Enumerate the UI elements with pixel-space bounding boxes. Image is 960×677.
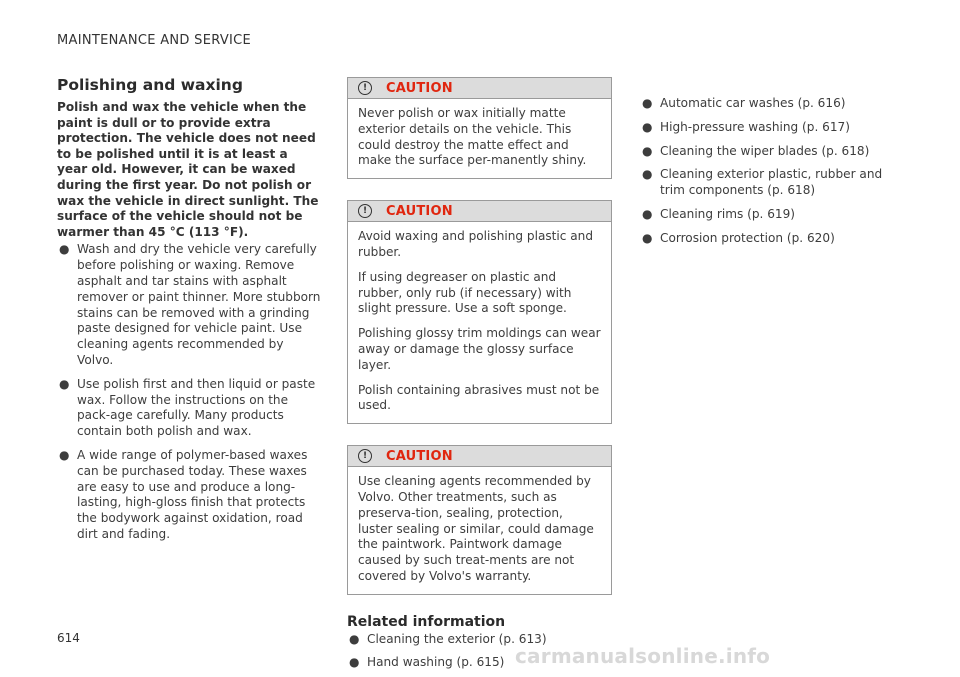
- related-link[interactable]: ● Cleaning exterior plastic, rubber and trim components (p. 618): [642, 167, 883, 198]
- page-header: MAINTENANCE AND SERVICE: [57, 33, 252, 48]
- caution-header: [348, 446, 611, 467]
- intro-paragraph: Polish and wax the vehicle when the paint is dull or to provide extra protection. The vehicle does not need to be polished until it is at least a year old. However, it can be waxed during the first year. Do not polish or wax the vehicle in direct sunlight. The surface of the vehicle should not be warmer than 45 °C (113 °F).: [57, 100, 319, 239]
- bullet-icon: ●: [642, 230, 653, 245]
- exclamation-icon: !: [358, 449, 372, 463]
- caution-text: Polish containing abrasives must not be used.: [358, 382, 600, 413]
- page-number: 614: [57, 631, 80, 645]
- caution-box: [347, 77, 612, 179]
- section-title: Polishing and waxing: [57, 76, 243, 94]
- caution-text: Use cleaning agents recommended by Volvo. Other treatments, such as preserva-tion, sealing, protection, luster sealing or similar, could damage the paintwork. Paintwork damage caused by such treat-ments are not covered by Volvo's warranty.: [358, 474, 594, 583]
- caution-body: [348, 222, 611, 423]
- watermark: carmanualsonline.info: [515, 644, 771, 668]
- related-link[interactable]: ● Cleaning rims (p. 619): [642, 206, 796, 221]
- related-link[interactable]: ● Cleaning the exterior (p. 613): [349, 631, 547, 646]
- bullet-icon: ●: [642, 167, 653, 182]
- related-title: Related information: [347, 613, 506, 630]
- caution-box: [347, 200, 612, 424]
- caution-title: CAUTION: [386, 448, 453, 464]
- related-link[interactable]: ● Cleaning the wiper blades (p. 618): [642, 143, 870, 158]
- bullet-icon: ●: [642, 143, 653, 158]
- caution-header: [348, 78, 611, 99]
- bullet-icon: ●: [349, 654, 360, 669]
- bullet-icon: ●: [642, 206, 653, 221]
- caution-text: Polishing glossy trim moldings can wear away or damage the glossy surface layer.: [358, 326, 601, 372]
- list-item: ● Wash and dry the vehicle very carefully before polishing or waxing. Remove asphalt and tar stains with asphalt remover or paint thinner. More stubborn stains can be removed with a grinding paste designed for vehicle paint. Use cleaning agents recommended by Volvo.: [59, 242, 321, 367]
- bullet-icon: ●: [59, 376, 70, 391]
- polishing-steps: [57, 242, 322, 542]
- related-links-column: [640, 96, 905, 255]
- exclamation-icon: !: [358, 81, 372, 95]
- caution-header: [348, 201, 611, 222]
- bullet-icon: ●: [642, 119, 653, 134]
- exclamation-icon: !: [358, 204, 372, 218]
- caution-text: Avoid waxing and polishing plastic and rubber.: [358, 229, 594, 259]
- bullet-icon: ●: [59, 242, 70, 257]
- caution-body: [348, 467, 611, 594]
- list-item: ● Use polish first and then liquid or paste wax. Follow the instructions on the pack-age carefully. Many products contain both polish and wax.: [59, 376, 316, 439]
- related-link[interactable]: ● Automatic car washes (p. 616): [642, 96, 846, 110]
- related-link[interactable]: ● High-pressure washing (p. 617): [642, 119, 850, 134]
- related-link[interactable]: ● Corrosion protection (p. 620): [642, 230, 835, 245]
- bullet-icon: ●: [642, 96, 653, 110]
- caution-text: Never polish or wax initially matte exterior details on the vehicle. This could destroy the matte effect and make the surface per-manently shiny.: [358, 106, 587, 168]
- related-links-continued: [640, 96, 905, 247]
- caution-title: CAUTION: [386, 80, 453, 96]
- caution-text: If using degreaser on plastic and rubber, only rub (if necessary) with slight pressure. Use a soft sponge.: [358, 269, 572, 316]
- list-item: ● A wide range of polymer-based waxes can be purchased today. These waxes are easy to use and produce a long-lasting, high-gloss finish that protects the bodywork against oxidation, road dirt and fading.: [59, 447, 308, 541]
- polishing-column: [57, 76, 322, 551]
- cautions-column: [347, 77, 612, 677]
- bullet-icon: ●: [349, 631, 360, 646]
- related-link[interactable]: ● Hand washing (p. 615): [349, 654, 505, 669]
- caution-box: [347, 445, 612, 595]
- caution-title: CAUTION: [386, 203, 453, 219]
- caution-body: [348, 99, 611, 178]
- bullet-icon: ●: [59, 447, 70, 462]
